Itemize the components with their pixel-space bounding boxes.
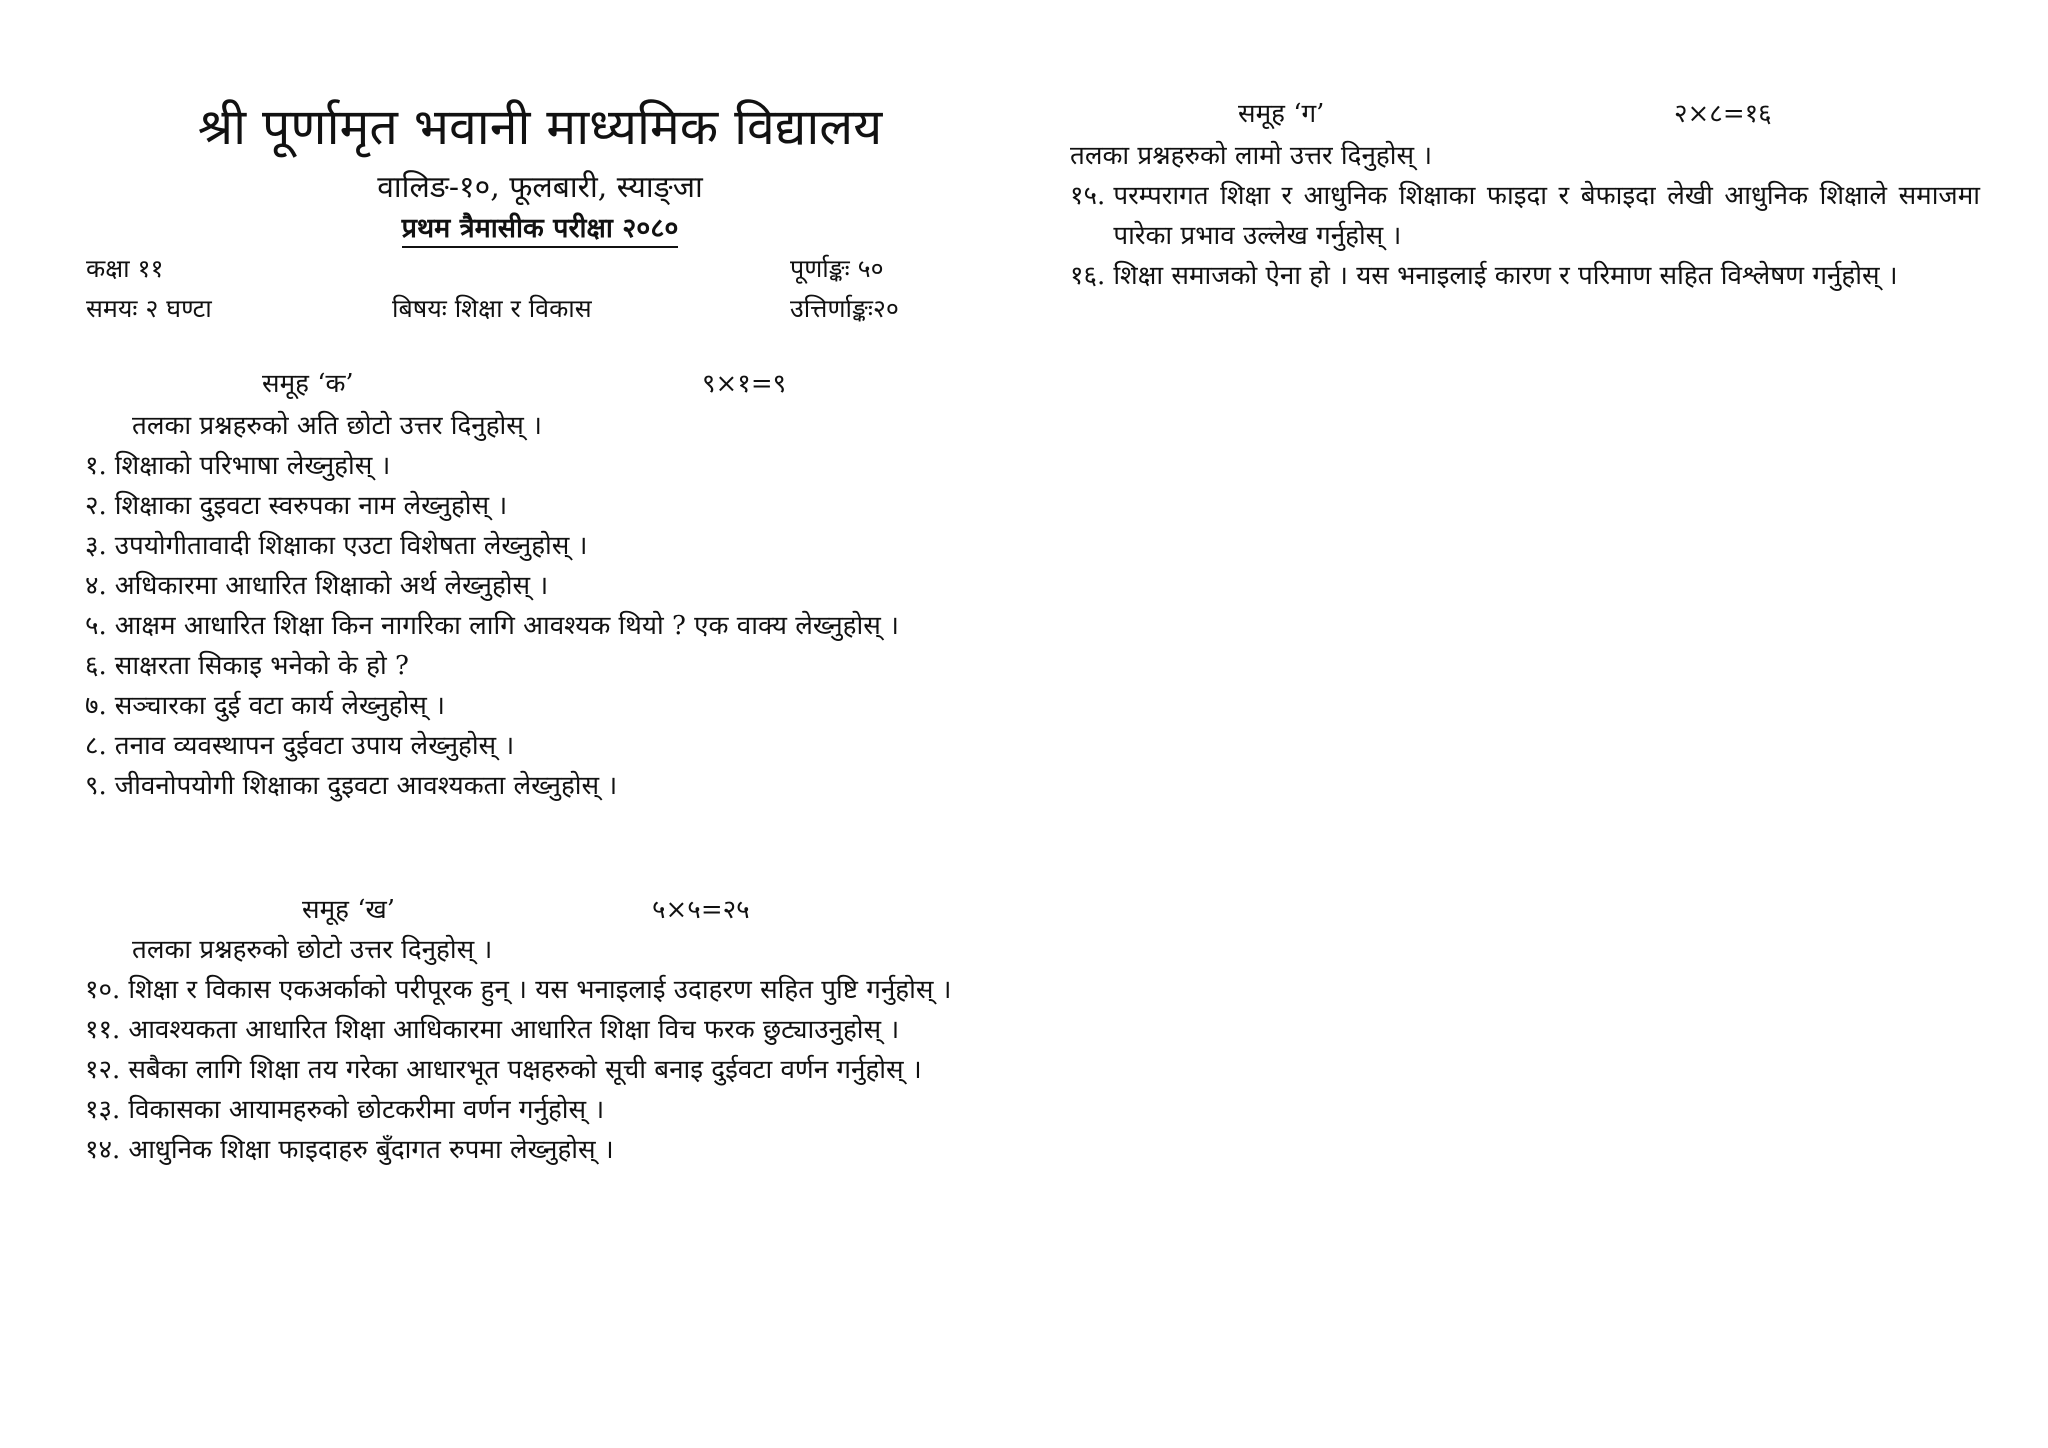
question-number: ७. <box>85 691 107 721</box>
question-text: शिक्षा समाजको ऐना हो । यस भनाइलाई कारण र परिमाण सहित विश्लेषण गर्नुहोस् । <box>1113 261 1898 291</box>
question-item <box>85 766 985 806</box>
question-item <box>85 646 985 686</box>
question-item <box>85 606 985 646</box>
question-item <box>85 566 985 606</box>
question-item <box>85 1130 985 1170</box>
question-item <box>85 970 985 1010</box>
school-name: श्री पूर्णामृत भवानी माध्यमिक विद्यालय <box>197 98 883 156</box>
question-item <box>85 526 985 566</box>
question-number: ६. <box>85 651 107 681</box>
group-c-title: समूह ‘ग’ <box>1238 99 1325 129</box>
question-item <box>1070 256 1980 296</box>
question-text: शिक्षाको परिभाषा लेख्नुहोस् । <box>114 451 391 481</box>
group-a-instruction: तलका प्रश्नहरुको अति छोटो उत्तर दिनुहोस् । <box>132 411 542 441</box>
group-c-question-list <box>1070 176 1980 296</box>
exam-title <box>125 210 955 248</box>
group-b-title: समूह ‘ख’ <box>302 895 395 925</box>
question-item <box>85 486 985 526</box>
question-text: सबैका लागि शिक्षा तय गरेका आधारभूत पक्षहरुको सूची बनाइ दुईवटा वर्णन गर्नुहोस् । <box>128 1055 922 1085</box>
question-text: साक्षरता सिकाइ भनेको के हो ? <box>114 651 409 681</box>
right-column <box>1060 0 2020 1448</box>
question-item <box>85 1090 985 1130</box>
pass-marks-label: उत्तिर्णाङ्कः२० <box>790 294 899 323</box>
left-column <box>0 0 1000 1448</box>
question-text: जीवनोपयोगी शिक्षाका दुइवटा आवश्यकता लेख्नुहोस् । <box>114 771 618 801</box>
question-text: शिक्षाका दुइवटा स्वरुपका नाम लेख्नुहोस् । <box>114 491 508 521</box>
full-marks-label: पूर्णाङ्कः ५० <box>790 254 884 283</box>
question-number: २. <box>85 491 107 521</box>
question-number: ४. <box>85 571 107 601</box>
question-number: ११. <box>85 1015 121 1045</box>
question-item <box>1070 176 1980 256</box>
question-number: ५. <box>85 611 107 641</box>
question-item <box>85 1010 985 1050</box>
time-label: समयः २ घण्टा <box>86 294 212 323</box>
question-number: १३. <box>85 1095 121 1125</box>
question-item <box>85 726 985 766</box>
question-item <box>85 446 985 486</box>
question-number: १. <box>85 451 107 481</box>
question-number: १०. <box>85 975 121 1005</box>
question-text: आक्षम आधारित शिक्षा किन नागरिका लागि आवश्यक थियो ? एक वाक्य लेख्नुहोस् । <box>114 611 899 641</box>
question-text: तनाव व्यवस्थापन दुईवटा उपाय लेख्नुहोस् । <box>114 731 515 761</box>
question-number: ८. <box>85 731 107 761</box>
question-text: आधुनिक शिक्षा फाइदाहरु बुँदागत रुपमा लेख्नुहोस् । <box>128 1135 614 1165</box>
exam-title-text: प्रथम त्रैमासीक परीक्षा २०८० <box>402 213 679 248</box>
group-c-marks: २×८=१६ <box>1674 99 1772 129</box>
group-a-title: समूह ‘क’ <box>262 369 354 399</box>
question-number: १५. <box>1070 181 1106 211</box>
class-label: कक्षा ११ <box>86 254 164 283</box>
question-number: ९. <box>85 771 107 801</box>
question-text: शिक्षा र विकास एकअर्काको परीपूरक हुन् । यस भनाइलाई उदाहरण सहित पुष्टि गर्नुहोस् । <box>128 975 952 1005</box>
group-c-instruction: तलका प्रश्नहरुको लामो उत्तर दिनुहोस् । <box>1070 141 1433 171</box>
question-item <box>85 686 985 726</box>
question-number: १२. <box>85 1055 121 1085</box>
group-a-question-list <box>85 446 985 806</box>
question-number: ३. <box>85 531 107 561</box>
school-address: वालिङ-१०, फूलबारी, स्याङ्जा <box>377 170 703 205</box>
group-b-instruction: तलका प्रश्नहरुको छोटो उत्तर दिनुहोस् । <box>132 935 493 965</box>
question-text: विकासका आयामहरुको छोटकरीमा वर्णन गर्नुहोस् । <box>128 1095 605 1125</box>
question-text: उपयोगीतावादी शिक्षाका एउटा विशेषता लेख्नुहोस् । <box>114 531 588 561</box>
group-b-marks: ५×५=२५ <box>652 895 750 925</box>
question-text: परम्परागत शिक्षा र आधुनिक शिक्षाका फाइदा र बेफाइदा लेखी आधुनिक शिक्षाले समाजमा पारेका प्रभाव उल्लेख गर्नुहोस् । <box>1113 181 1980 251</box>
question-number: १६. <box>1070 261 1106 291</box>
question-text: अधिकारमा आधारित शिक्षाको अर्थ लेख्नुहोस् । <box>114 571 549 601</box>
question-item <box>85 1050 985 1090</box>
question-number: १४. <box>85 1135 121 1165</box>
group-b-question-list <box>85 970 985 1170</box>
question-text: आवश्यकता आधारित शिक्षा आधिकारमा आधारित शिक्षा विच फरक छुट्याउनुहोस् । <box>128 1015 900 1045</box>
subject-label: बिषयः शिक्षा र विकास <box>392 294 592 323</box>
question-text: सञ्चारका दुई वटा कार्य लेख्नुहोस् । <box>114 691 446 721</box>
group-a-marks: ९×१=९ <box>702 369 787 399</box>
